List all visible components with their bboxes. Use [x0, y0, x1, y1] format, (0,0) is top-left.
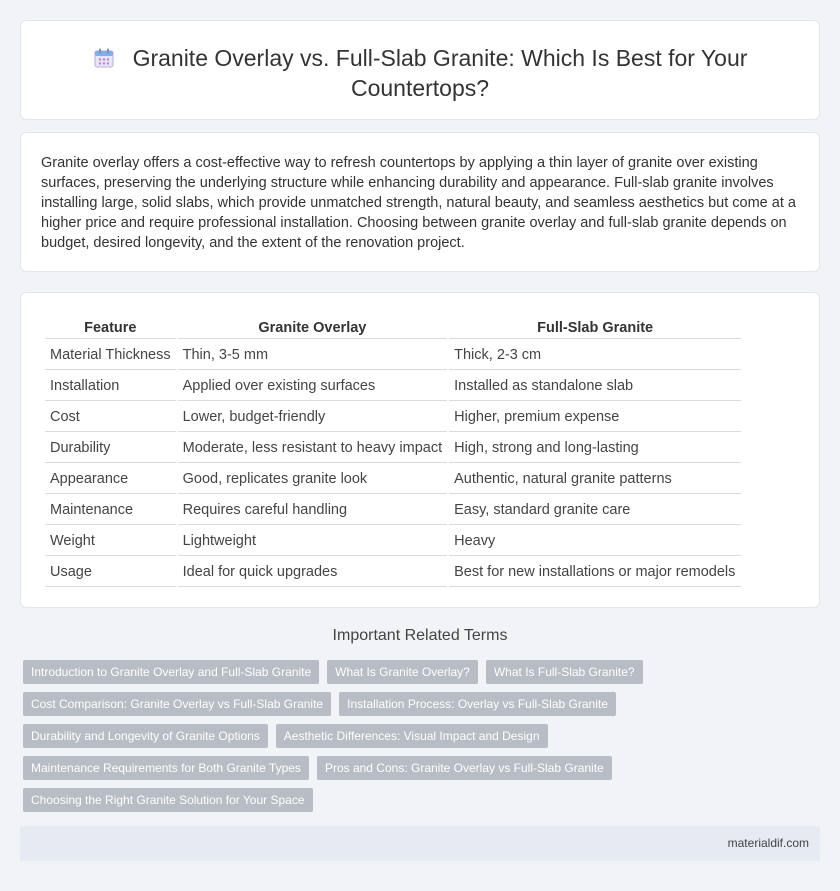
- table-row: [45, 403, 741, 432]
- row-full-slab: Heavy: [449, 527, 741, 556]
- row-feature: Appearance: [45, 465, 176, 494]
- table-row: [45, 372, 741, 401]
- row-feature: Material Thickness: [45, 341, 176, 370]
- related-term-tag[interactable]: What Is Granite Overlay?: [327, 660, 478, 684]
- row-overlay: Good, replicates granite look: [178, 465, 448, 494]
- table-row: [45, 465, 741, 494]
- row-full-slab: Higher, premium expense: [449, 403, 741, 432]
- comparison-table: [43, 315, 743, 589]
- row-feature: Maintenance: [45, 496, 176, 525]
- row-feature: Weight: [45, 527, 176, 556]
- row-overlay: Applied over existing surfaces: [178, 372, 448, 401]
- row-overlay: Moderate, less resistant to heavy impact: [178, 434, 448, 463]
- table-row: [45, 558, 741, 587]
- table-row: [45, 341, 741, 370]
- header-granite-overlay: Granite Overlay: [178, 317, 448, 339]
- page-title: [21, 43, 819, 103]
- table-row: [45, 434, 741, 463]
- intro-card: [20, 132, 820, 272]
- table-header-row: [45, 317, 741, 339]
- header-full-slab-granite: Full-Slab Granite: [449, 317, 741, 339]
- related-term-tag[interactable]: Pros and Cons: Granite Overlay vs Full-Slab Granite: [317, 756, 612, 780]
- row-feature: Durability: [45, 434, 176, 463]
- comparison-card: [20, 292, 820, 608]
- row-full-slab: Thick, 2-3 cm: [449, 341, 741, 370]
- row-full-slab: High, strong and long-lasting: [449, 434, 741, 463]
- calendar-icon: [93, 47, 115, 69]
- table-row: [45, 527, 741, 556]
- related-terms-title: Important Related Terms: [332, 627, 508, 644]
- related-term-tag[interactable]: Aesthetic Differences: Visual Impact and Design: [276, 724, 548, 748]
- related-term-tag[interactable]: Introduction to Granite Overlay and Full-Slab Granite: [23, 660, 319, 684]
- row-overlay: Requires careful handling: [178, 496, 448, 525]
- related-term-tag[interactable]: Installation Process: Overlay vs Full-Slab Granite: [339, 692, 616, 716]
- intro-paragraph: Granite overlay offers a cost-effective way to refresh countertops by applying a thin layer of granite over existing surfaces, preserving the underlying structure while enhancing durability and appearance. Full-slab granite involves installing large, solid slabs, which provide unmatched strength, natural beauty, and seamless aesthetics but come at a higher price and require professional installation. Choosing between granite overlay and full-slab granite depends on budget, desired longevity, and the extent of the renovation project.: [41, 155, 796, 251]
- title-text: Granite Overlay vs. Full-Slab Granite: Which Is Best for Your Countertops?: [132, 45, 748, 101]
- row-overlay: Ideal for quick upgrades: [178, 558, 448, 587]
- related-term-tag[interactable]: Choosing the Right Granite Solution for Your Space: [23, 788, 313, 812]
- row-full-slab: Best for new installations or major remodels: [449, 558, 741, 587]
- related-term-tag[interactable]: Cost Comparison: Granite Overlay vs Full-Slab Granite: [23, 692, 331, 716]
- row-full-slab: Installed as standalone slab: [449, 372, 741, 401]
- related-term-tag[interactable]: Maintenance Requirements for Both Granite Types: [23, 756, 309, 780]
- row-full-slab: Authentic, natural granite patterns: [449, 465, 741, 494]
- footer: [20, 826, 820, 861]
- footer-site-link[interactable]: materialdif.com: [727, 836, 809, 850]
- header-card: [20, 20, 820, 120]
- row-overlay: Lightweight: [178, 527, 448, 556]
- related-terms-list: [23, 660, 813, 812]
- row-full-slab: Easy, standard granite care: [449, 496, 741, 525]
- related-term-tag[interactable]: What Is Full-Slab Granite?: [486, 660, 643, 684]
- row-overlay: Thin, 3-5 mm: [178, 341, 448, 370]
- row-feature: Cost: [45, 403, 176, 432]
- header-feature: Feature: [45, 317, 176, 339]
- row-feature: Usage: [45, 558, 176, 587]
- related-term-tag[interactable]: Durability and Longevity of Granite Options: [23, 724, 268, 748]
- table-row: [45, 496, 741, 525]
- row-overlay: Lower, budget-friendly: [178, 403, 448, 432]
- row-feature: Installation: [45, 372, 176, 401]
